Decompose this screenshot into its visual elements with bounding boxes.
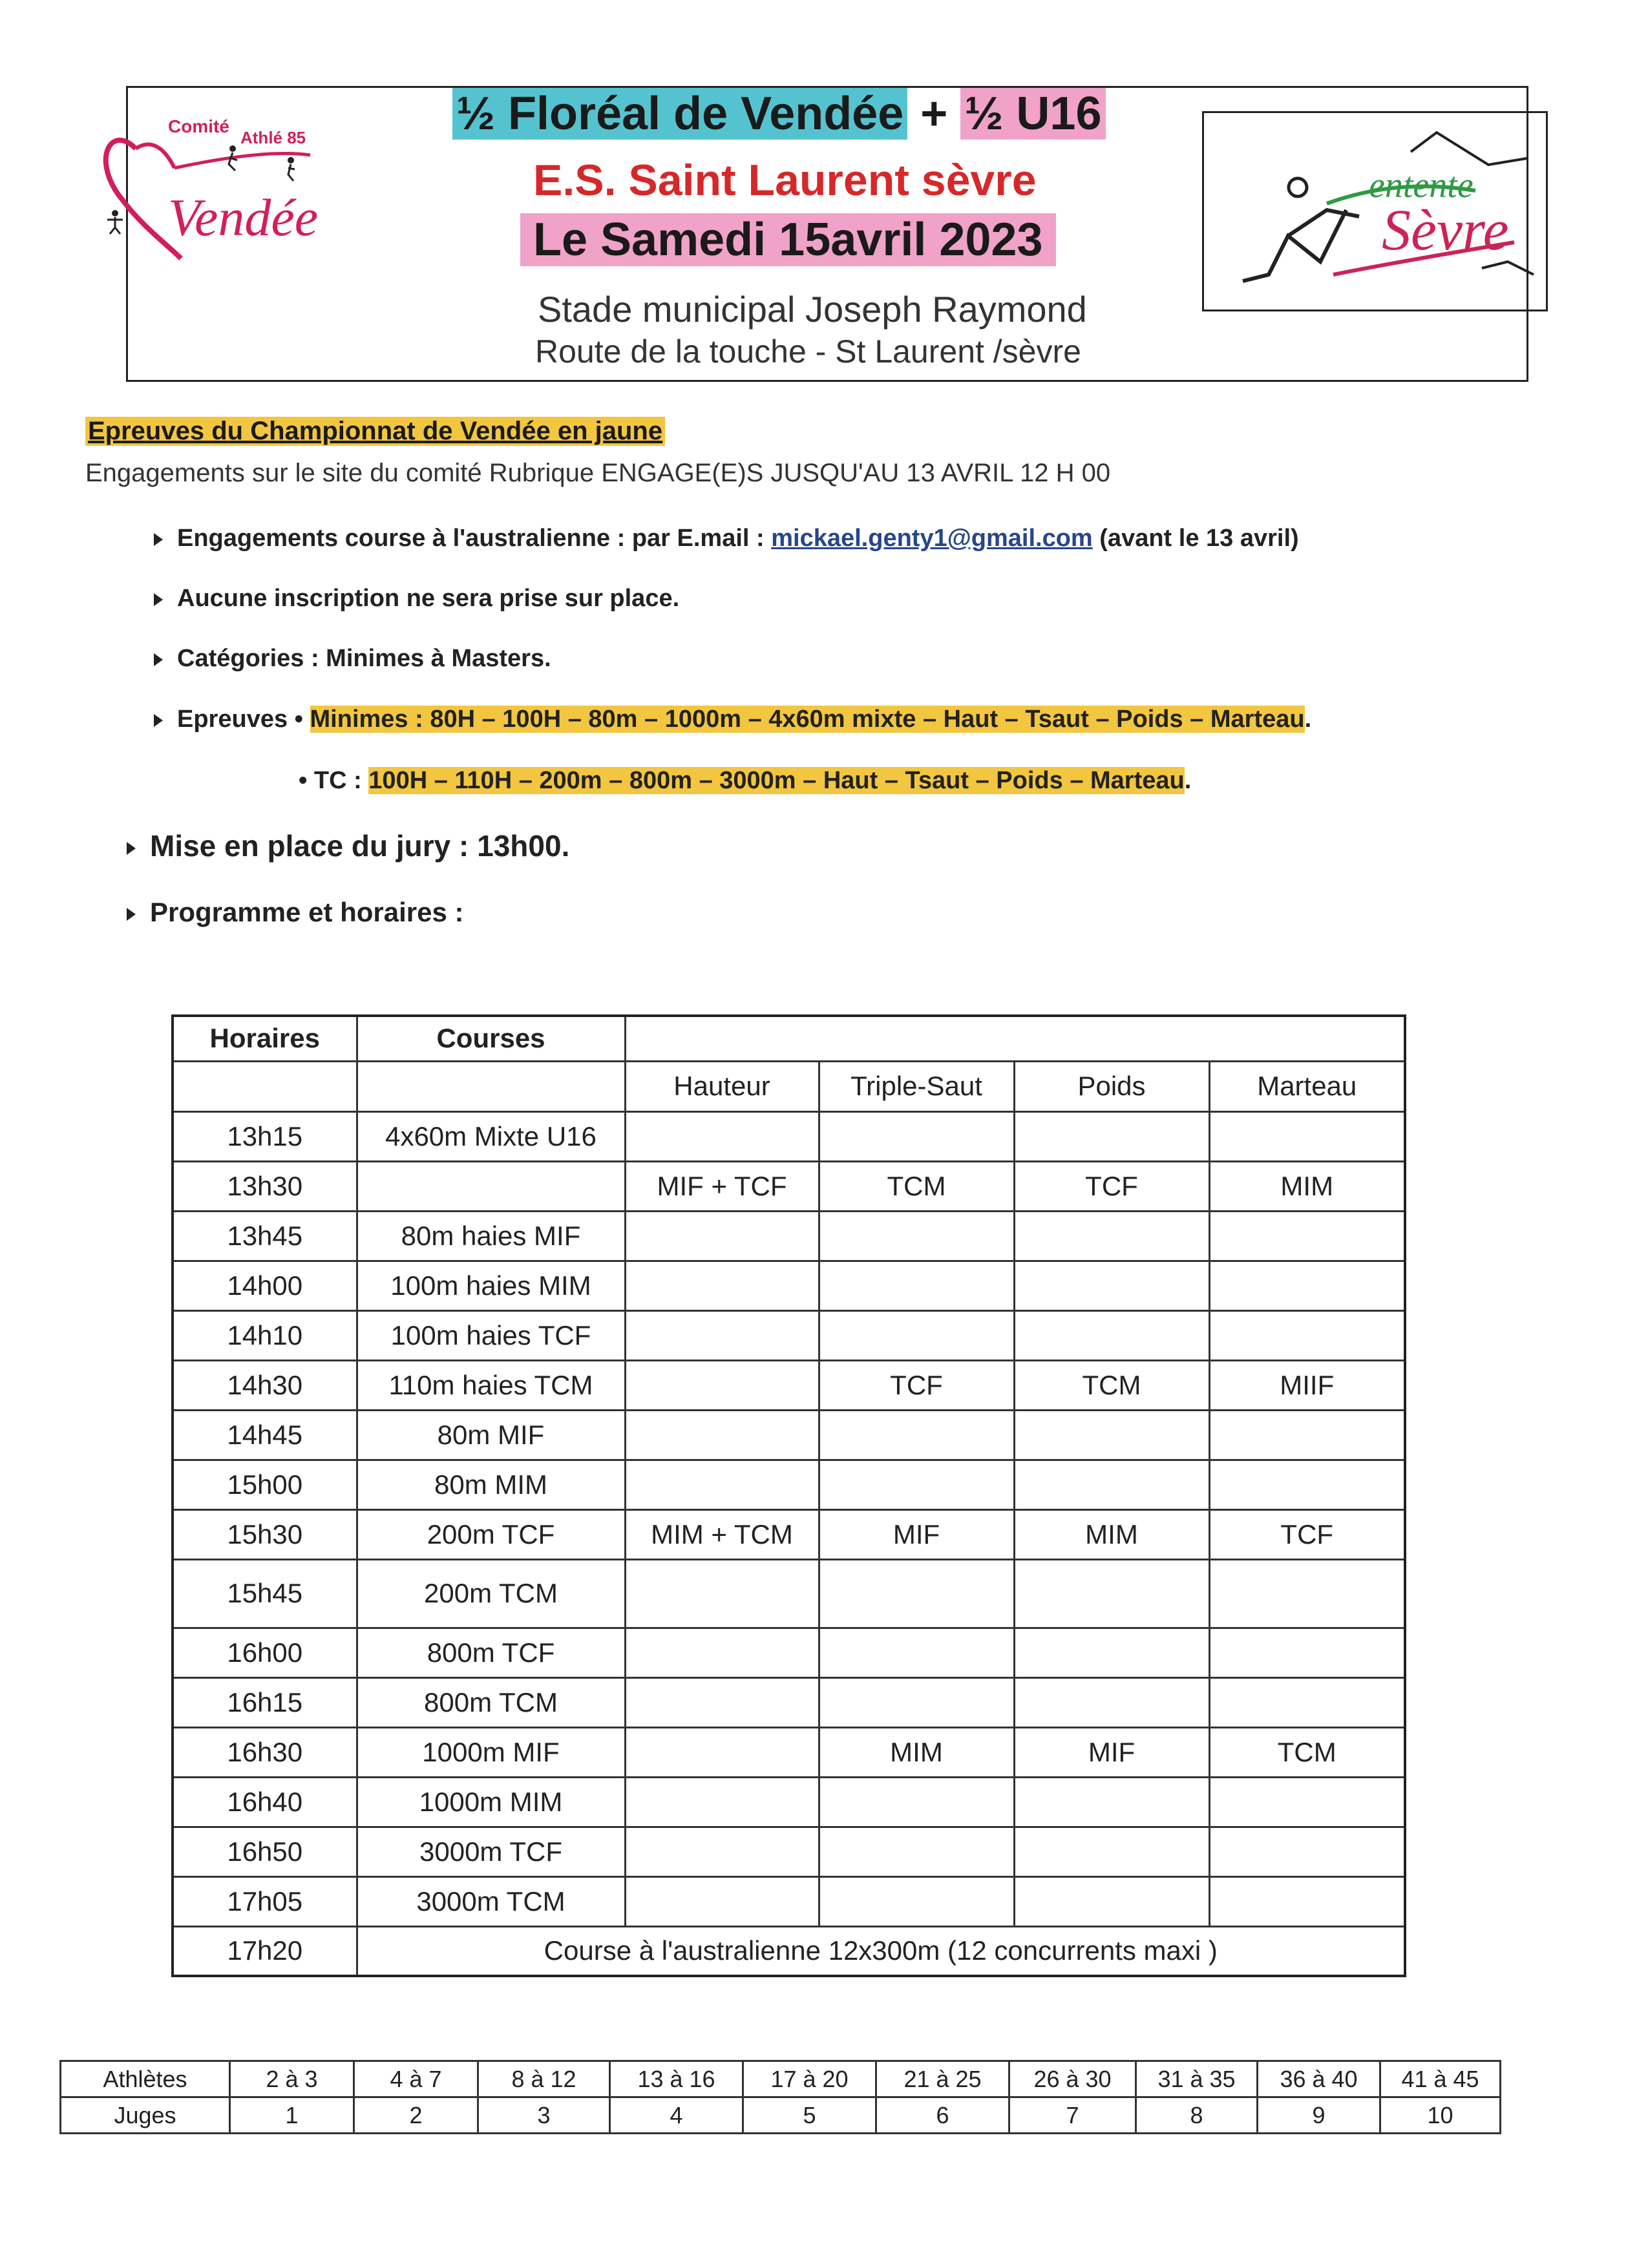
row-marteau <box>1209 1677 1405 1727</box>
bullet-arrow-icon <box>154 533 163 546</box>
row-marteau: TCM <box>1209 1727 1405 1777</box>
row-hauteur <box>625 1410 819 1460</box>
bullet-tc: • TC : 100H – 110H – 200m – 800m – 3000m – Haut – Tsaut – Poids – Marteau. <box>299 767 1192 794</box>
bullet-australienne <box>154 525 1299 552</box>
row-poids <box>1014 1876 1209 1926</box>
row-time: 16h30 <box>173 1727 357 1777</box>
header-courses: Courses <box>357 1016 625 1061</box>
schedule-row <box>173 1876 1405 1926</box>
row-course: 4x60m Mixte U16 <box>357 1111 625 1161</box>
row-time: 16h50 <box>173 1827 357 1876</box>
row-hauteur <box>625 1827 819 1876</box>
tc-label: • TC : <box>299 767 362 794</box>
row-triple-saut: MIF <box>819 1509 1014 1559</box>
schedule-row <box>173 1410 1405 1460</box>
championship-title: Epreuves du Championnat de Vendée en jaune <box>85 417 665 446</box>
header-blank-2 <box>357 1061 625 1111</box>
bullet-no-inscription <box>154 585 679 613</box>
schedule-row <box>173 1161 1405 1211</box>
header-concours-blank <box>625 1016 1405 1061</box>
title-plus: + <box>907 88 961 140</box>
row-marteau <box>1209 1628 1405 1677</box>
row-poids <box>1014 1559 1209 1628</box>
event-title <box>452 87 1106 140</box>
athletes-label: Athlètes <box>61 2061 230 2097</box>
schedule-row <box>173 1777 1405 1827</box>
logo-athle-text: Athlé 85 <box>240 128 306 147</box>
row-poids <box>1014 1628 1209 1677</box>
row-triple-saut: TCF <box>819 1360 1014 1410</box>
row-course: 80m MIF <box>357 1410 625 1460</box>
juges-count: 4 <box>610 2097 743 2134</box>
header-marteau: Marteau <box>1209 1061 1405 1111</box>
bullet-jury <box>127 828 569 863</box>
schedule-row <box>173 1360 1405 1410</box>
event-date: Le Samedi 15avril 2023 <box>520 213 1056 266</box>
row-triple-saut <box>819 1310 1014 1360</box>
row-hauteur <box>625 1261 819 1310</box>
logo-entente-text: entente <box>1369 165 1474 205</box>
row-marteau <box>1209 1111 1405 1161</box>
header-triple-saut: Triple-Saut <box>819 1061 1014 1111</box>
engagements-info: Engagements sur le site du comité Rubrique ENGAGE(E)S JUSQU'AU 13 AVRIL 12 H 00 <box>85 459 1111 487</box>
row-triple-saut <box>819 1628 1014 1677</box>
schedule-row <box>173 1559 1405 1628</box>
row-poids: TCM <box>1014 1360 1209 1410</box>
judges-table <box>59 2060 1501 2134</box>
athletes-range: 26 à 30 <box>1009 2061 1136 2097</box>
row-time: 17h05 <box>173 1876 357 1926</box>
row-poids: TCF <box>1014 1161 1209 1211</box>
entente-sevre-logo <box>1202 111 1548 311</box>
schedule-row <box>173 1211 1405 1261</box>
athletes-range: 13 à 16 <box>610 2061 743 2097</box>
juges-count: 1 <box>230 2097 354 2134</box>
row-hauteur <box>625 1111 819 1161</box>
row-hauteur <box>625 1876 819 1926</box>
row-course: 3000m TCF <box>357 1827 625 1876</box>
schedule-row <box>173 1509 1405 1559</box>
row-course: 80m haies MIF <box>357 1211 625 1261</box>
row-poids: MIM <box>1014 1509 1209 1559</box>
row-time: 14h10 <box>173 1310 357 1360</box>
row-hauteur <box>625 1360 819 1410</box>
row-triple-saut <box>819 1410 1014 1460</box>
row-time: 13h45 <box>173 1211 357 1261</box>
header-poids: Poids <box>1014 1061 1209 1111</box>
header-hauteur: Hauteur <box>625 1061 819 1111</box>
last-row-course: Course à l'australienne 12x300m (12 concurrents maxi ) <box>357 1926 1405 1976</box>
row-hauteur <box>625 1310 819 1360</box>
row-course: 800m TCM <box>357 1677 625 1727</box>
logo-comite-text: Comité <box>168 116 229 136</box>
row-time: 16h40 <box>173 1777 357 1827</box>
row-poids <box>1014 1677 1209 1727</box>
athletes-range: 31 à 35 <box>1136 2061 1258 2097</box>
tc-events: 100H – 110H – 200m – 800m – 3000m – Haut – Tsaut – Poids – Marteau <box>368 767 1185 794</box>
row-time: 14h00 <box>173 1261 357 1310</box>
bullet-arrow-icon <box>154 714 163 727</box>
header-blank-1 <box>173 1061 357 1111</box>
bullet-programme <box>127 897 464 928</box>
logo-vendee-text: Vendée <box>168 188 319 247</box>
row-time: 16h15 <box>173 1677 357 1727</box>
row-hauteur <box>625 1559 819 1628</box>
row-marteau <box>1209 1827 1405 1876</box>
row-course <box>357 1161 625 1211</box>
row-marteau <box>1209 1310 1405 1360</box>
row-course: 200m TCM <box>357 1559 625 1628</box>
row-hauteur <box>625 1460 819 1509</box>
row-poids: MIF <box>1014 1727 1209 1777</box>
row-poids <box>1014 1261 1209 1310</box>
no-inscription-text: Aucune inscription ne sera prise sur place. <box>177 585 680 612</box>
last-row-time: 17h20 <box>173 1926 357 1976</box>
schedule-row <box>173 1460 1405 1509</box>
row-hauteur: MIF + TCF <box>625 1161 819 1211</box>
juges-count: 2 <box>354 2097 478 2134</box>
row-course: 1000m MIF <box>357 1727 625 1777</box>
australienne-text: Engagements course à l'australienne : par E.mail : <box>177 525 765 552</box>
schedule-row <box>173 1677 1405 1727</box>
row-marteau: MIM <box>1209 1161 1405 1211</box>
row-poids <box>1014 1211 1209 1261</box>
row-marteau <box>1209 1460 1405 1509</box>
row-triple-saut <box>819 1677 1014 1727</box>
row-hauteur <box>625 1211 819 1261</box>
header-horaires: Horaires <box>173 1016 357 1061</box>
row-marteau <box>1209 1261 1405 1310</box>
row-hauteur <box>625 1628 819 1677</box>
schedule-row <box>173 1310 1405 1360</box>
row-time: 13h15 <box>173 1111 357 1161</box>
row-course: 800m TCF <box>357 1628 625 1677</box>
venue-name: Stade municipal Joseph Raymond <box>538 289 1087 330</box>
row-poids <box>1014 1460 1209 1509</box>
minimes-events: Minimes : 80H – 100H – 80m – 1000m – 4x60m mixte – Haut – Tsaut – Poids – Marteau <box>310 706 1305 733</box>
row-time: 15h30 <box>173 1509 357 1559</box>
row-triple-saut <box>819 1460 1014 1509</box>
schedule-table <box>171 1014 1406 1977</box>
row-marteau <box>1209 1410 1405 1460</box>
juges-count: 6 <box>876 2097 1009 2134</box>
comite-vendee-logo <box>97 110 368 271</box>
row-hauteur <box>625 1677 819 1727</box>
bullet-arrow-icon <box>154 653 163 666</box>
row-triple-saut: MIM <box>819 1727 1014 1777</box>
bullet-arrow-icon <box>127 908 136 921</box>
row-marteau <box>1209 1559 1405 1628</box>
logo-sevre-text: Sèvre <box>1382 198 1509 262</box>
row-course: 100m haies MIM <box>357 1261 625 1310</box>
schedule-row <box>173 1827 1405 1876</box>
programme-text: Programme et horaires : <box>150 897 464 927</box>
categories-text: Catégories : Minimes à Masters. <box>177 645 551 672</box>
row-poids <box>1014 1827 1209 1876</box>
title-u16: ½ U16 <box>960 88 1105 140</box>
row-marteau <box>1209 1876 1405 1926</box>
bullet-arrow-icon <box>127 842 136 855</box>
row-triple-saut <box>819 1211 1014 1261</box>
row-triple-saut <box>819 1261 1014 1310</box>
row-triple-saut <box>819 1827 1014 1876</box>
athletes-range: 4 à 7 <box>354 2061 478 2097</box>
juges-count: 5 <box>743 2097 876 2134</box>
athletes-range: 21 à 25 <box>876 2061 1009 2097</box>
row-poids <box>1014 1111 1209 1161</box>
row-time: 15h45 <box>173 1559 357 1628</box>
juges-count: 7 <box>1009 2097 1136 2134</box>
row-poids <box>1014 1310 1209 1360</box>
juges-count: 9 <box>1258 2097 1380 2134</box>
row-time: 15h00 <box>173 1460 357 1509</box>
row-hauteur <box>625 1727 819 1777</box>
contact-email-link[interactable]: mickael.genty1@gmail.com <box>771 525 1093 552</box>
athletes-range: 17 à 20 <box>743 2061 876 2097</box>
bullet-categories <box>154 645 551 673</box>
row-triple-saut <box>819 1876 1014 1926</box>
epreuves-label: Epreuves • <box>177 706 303 733</box>
row-poids <box>1014 1777 1209 1827</box>
schedule-row <box>173 1628 1405 1677</box>
row-course: 1000m MIM <box>357 1777 625 1827</box>
schedule-row <box>173 1261 1405 1310</box>
juges-count: 8 <box>1136 2097 1258 2134</box>
row-time: 14h30 <box>173 1360 357 1410</box>
row-course: 80m MIM <box>357 1460 625 1509</box>
row-marteau <box>1209 1211 1405 1261</box>
row-time: 14h45 <box>173 1410 357 1460</box>
row-triple-saut <box>819 1559 1014 1628</box>
row-time: 16h00 <box>173 1628 357 1677</box>
row-time: 13h30 <box>173 1161 357 1211</box>
row-course: 110m haies TCM <box>357 1360 625 1410</box>
athletes-range: 8 à 12 <box>478 2061 610 2097</box>
row-course: 200m TCF <box>357 1509 625 1559</box>
juges-count: 3 <box>478 2097 610 2134</box>
bullet-epreuves: Epreuves • Minimes : 80H – 100H – 80m – 1000m – 4x60m mixte – Haut – Tsaut – Poids – Marteau. <box>154 706 1311 733</box>
row-course: 100m haies TCF <box>357 1310 625 1360</box>
bullet-arrow-icon <box>154 593 163 606</box>
club-name: E.S. Saint Laurent sèvre <box>533 156 1037 205</box>
schedule-row <box>173 1727 1405 1777</box>
jury-text: Mise en place du jury : 13h00. <box>150 829 570 863</box>
row-poids <box>1014 1410 1209 1460</box>
schedule-row <box>173 1111 1405 1161</box>
title-floreal: ½ Floréal de Vendée <box>452 88 907 140</box>
juges-label: Juges <box>61 2097 230 2134</box>
row-hauteur: MIM + TCM <box>625 1509 819 1559</box>
athletes-range: 2 à 3 <box>230 2061 354 2097</box>
row-triple-saut <box>819 1111 1014 1161</box>
row-marteau <box>1209 1777 1405 1827</box>
athletes-range: 41 à 45 <box>1380 2061 1501 2097</box>
juges-count: 10 <box>1380 2097 1501 2134</box>
venue-address: Route de la touche - St Laurent /sèvre <box>535 333 1081 370</box>
athletes-range: 36 à 40 <box>1258 2061 1380 2097</box>
row-triple-saut <box>819 1777 1014 1827</box>
australienne-deadline: (avant le 13 avril) <box>1099 525 1299 552</box>
row-marteau: TCF <box>1209 1509 1405 1559</box>
row-triple-saut: TCM <box>819 1161 1014 1211</box>
row-hauteur <box>625 1777 819 1827</box>
row-marteau: MIIF <box>1209 1360 1405 1410</box>
row-course: 3000m TCM <box>357 1876 625 1926</box>
